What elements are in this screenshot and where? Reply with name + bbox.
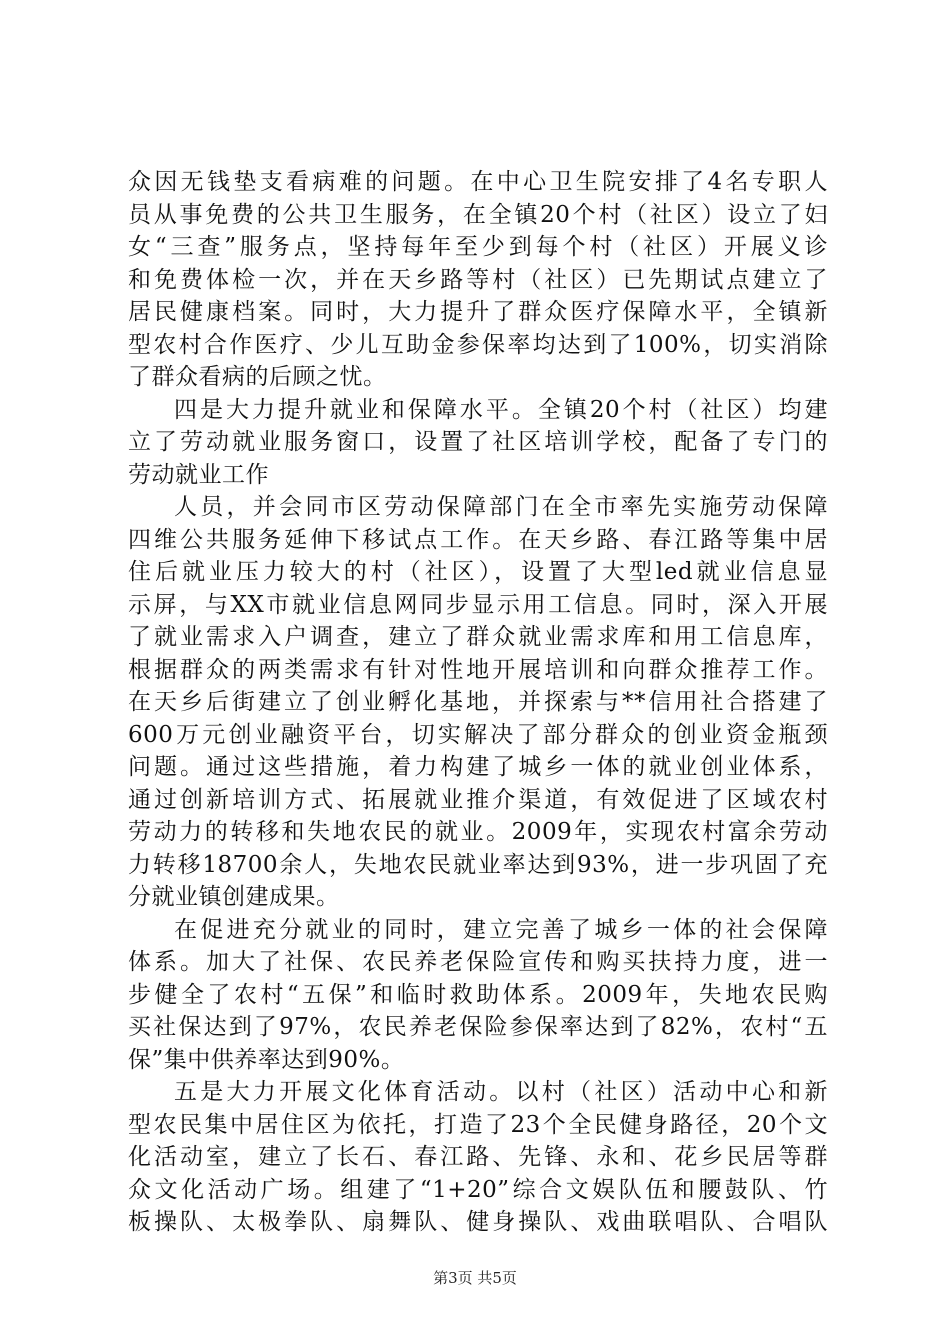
text-line: 劳动力的转移和失地农民的就业。2009年，实现农村富余劳动: [128, 819, 828, 845]
text-line: 员从事免费的公共卫生服务，在全镇20个村（社区）设立了妇: [128, 201, 828, 228]
text-line: 分就业镇创建成果。: [128, 884, 340, 910]
text-line: 和免费体检一次，并在天乡路等村（社区）已先期试点建立了: [128, 266, 828, 293]
text-line: 体系。加大了社保、农民养老保险宣传和购买扶持力度，进一: [128, 949, 828, 975]
text-line: 住后就业压力较大的村（社区），设置了大型led就业信息显: [128, 559, 828, 585]
text-line: 通过创新培训方式、拓展就业推介渠道，有效促进了区域农村: [128, 786, 828, 813]
text-line: 型农村合作医疗、少儿互助金参保率均达到了100%，切实消除: [128, 331, 828, 358]
text-line: 众文化活动广场。组建了“1+20”综合文娱队伍和腰鼓队、竹: [128, 1176, 828, 1203]
text-line: 在天乡后街建立了创业孵化基地，并探索与**信用社合搭建了: [128, 689, 828, 715]
text-line: 居民健康档案。同时，大力提升了群众医疗保障水平，全镇新: [128, 299, 828, 325]
page-footer: 第3页 共5页: [433, 1269, 517, 1287]
text-line: 根据群众的两类需求有针对性地开展培训和向群众推荐工作。: [128, 656, 828, 683]
text-line: 买社保达到了97%，农民养老保险参保率达到了82%，农村“五: [128, 1014, 828, 1040]
text-line: 板操队、太极拳队、扇舞队、健身操队、戏曲联唱队、合唱队: [128, 1209, 828, 1235]
text-line: 在促进充分就业的同时，建立完善了城乡一体的社会保障: [174, 916, 828, 943]
document-body: [128, 166, 828, 1239]
text-line: 600万元创业融资平台，切实解决了部分群众的创业资金瓶颈: [128, 721, 828, 748]
text-line: 型农民集中居住区为依托，打造了23个全民健身路径，20个文: [128, 1111, 828, 1138]
text-line: 女“三查”服务点，坚持每年至少到每个村（社区）开展义诊: [128, 234, 828, 260]
text-line: 力转移18700余人，失地农民就业率达到93%，进一步巩固了充: [128, 851, 828, 878]
text-line: 步健全了农村“五保”和临时救助体系。2009年，失地农民购: [128, 981, 828, 1008]
text-line: 了就业需求入户调查，建立了群众就业需求库和用工信息库，: [128, 624, 828, 650]
text-line: 众因无钱垫支看病难的问题。在中心卫生院安排了4名专职人: [128, 169, 828, 195]
text-line: 了群众看病的后顾之忧。: [128, 364, 387, 390]
text-line: 五是大力开展文化体育活动。以村（社区）活动中心和新: [174, 1079, 828, 1105]
text-line: 化活动室，建立了长石、春江路、先锋、永和、花乡民居等群: [128, 1144, 828, 1170]
text-line: 保”集中供养率达到90%。: [128, 1046, 405, 1073]
text-line: 四是大力提升就业和保障水平。全镇20个村（社区）均建: [174, 396, 828, 423]
text-line: 问题。通过这些措施，着力构建了城乡一体的就业创业体系，: [128, 754, 828, 780]
text-line: 示屏，与XX市就业信息网同步显示用工信息。同时，深入开展: [128, 591, 828, 618]
text-line: 劳动就业工作: [128, 461, 269, 488]
text-line: 四维公共服务延伸下移试点工作。在天乡路、春江路等集中居: [128, 526, 828, 553]
text-line: 立了劳动就业服务窗口，设置了社区培训学校，配备了专门的: [128, 429, 828, 455]
text-line: 人员，并会同市区劳动保障部门在全市率先实施劳动保障: [174, 494, 828, 520]
